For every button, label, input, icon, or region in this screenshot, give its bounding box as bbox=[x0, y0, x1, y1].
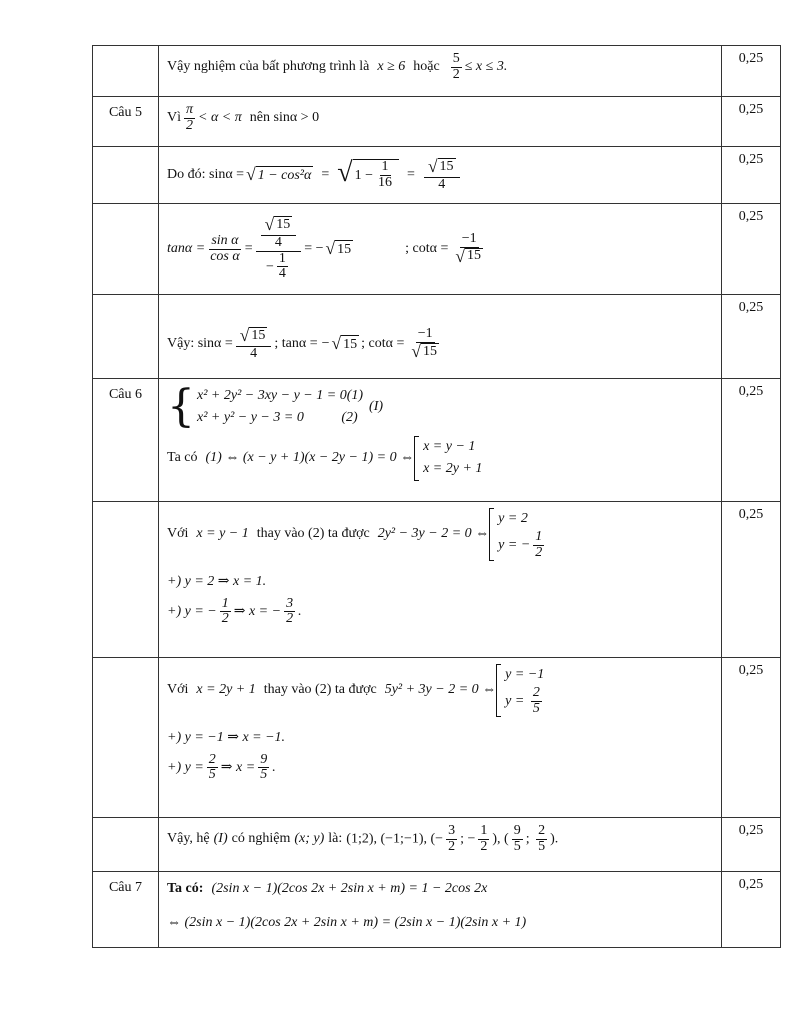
solution-line: Vậy: sinα = √ 15 4 ; tanα = − √ 15 ; cotα = −1 √ 15 bbox=[167, 327, 713, 361]
score-cell: 0,25 bbox=[722, 97, 781, 147]
math-fraction: √ 15 4 − $\frac{1}{4}$ bbox=[256, 216, 302, 282]
math-expr: ⇔ (2sin x − 1)(2cos 2x + 2sin x + m) = (2sin x − 1)(2sin x + 1) bbox=[167, 915, 527, 930]
math-expr: x = y − 1 bbox=[196, 526, 249, 542]
table-row bbox=[93, 147, 781, 204]
math-fraction: √ 15 4 bbox=[424, 158, 460, 192]
table-row bbox=[93, 204, 781, 295]
score-cell: 0,25 bbox=[722, 658, 781, 818]
math-expr: (1;2), (−1;−1), (− $\frac{3}{2}$ ; − $\frac{1}{2}$ ), ( $\frac{9}{5}$ ; $\frac{2}{5}$ ). bbox=[346, 823, 559, 854]
table-row bbox=[93, 295, 781, 379]
solution-line: Vì $\frac{\pi}{2}$ < α < π nên sinα > 0 bbox=[167, 102, 320, 133]
content-cell bbox=[159, 502, 722, 658]
math-expr: 5y² + 3y − 2 = 0 ⇔ bbox=[384, 682, 497, 698]
math-expr: tanα = bbox=[167, 241, 206, 256]
math-sqrt: √ 15 bbox=[325, 238, 352, 259]
question-cell bbox=[93, 46, 159, 97]
math-expr: < α < π bbox=[198, 110, 242, 126]
score-cell: 0,25 bbox=[722, 818, 781, 872]
solution-line: +) y = −1 ⇒ x = −1. bbox=[167, 730, 286, 746]
content-cell bbox=[159, 204, 722, 295]
answer-table bbox=[92, 45, 781, 948]
table-row bbox=[93, 658, 781, 818]
score-cell: 0,25 bbox=[722, 147, 781, 204]
math-fraction: $\frac{\text{sin α}}{\text{cos α}}$ bbox=[210, 232, 240, 264]
score-cell: 0,25 bbox=[722, 46, 781, 97]
math-fraction: $\frac{\pi}{2}$ bbox=[186, 102, 194, 133]
table-row bbox=[93, 379, 781, 502]
solution-line bbox=[167, 912, 713, 934]
math-fraction: $\frac{5}{2}$ bbox=[452, 51, 460, 82]
math-expr: (2sin x − 1)(2cos 2x + 2sin x + m) = 1 − 2cos 2x bbox=[211, 881, 488, 896]
content-cell bbox=[159, 658, 722, 818]
content-cell bbox=[159, 818, 722, 872]
content-cell bbox=[159, 147, 722, 204]
math-fraction: √ 15 4 bbox=[236, 327, 272, 361]
math-expr: (1) ⇔ (x − y + 1)(x − 2y − 1) = 0 ⇔ bbox=[205, 450, 415, 466]
solution-line: tanα = $\frac{\text{sin α}}{\text{cos α}}$ = √ 15 4 − $\frac{1}{4}$ = − √ 15 ; cotα = −1 √ 15 bbox=[167, 210, 713, 288]
content-cell bbox=[159, 872, 722, 948]
solution-line: Với x = y − 1 thay vào (2) ta được 2y² − 3y − 2 = 0 ⇔ y = 2 y = − $\frac{1}{2}$ bbox=[167, 508, 713, 561]
question-cell bbox=[93, 502, 159, 658]
table-row bbox=[93, 46, 781, 97]
solution-line: +) y = 2 ⇒ x = 1. bbox=[167, 574, 267, 590]
table-row bbox=[93, 872, 781, 948]
question-cell bbox=[93, 818, 159, 872]
math-expr: ≤ x ≤ 3. bbox=[464, 59, 508, 75]
score-cell: 0,25 bbox=[722, 379, 781, 502]
solution-line: Ta có: (2sin x − 1)(2cos 2x + 2sin x + m) = 1 − 2cos 2x bbox=[167, 881, 488, 896]
solution-line: Ta có (1) ⇔ (x − y + 1)(x − 2y − 1) = 0 ⇔ x = y − 1 x = 2y + 1 bbox=[167, 436, 713, 481]
table-row bbox=[93, 97, 781, 147]
content-cell bbox=[159, 97, 722, 147]
math-expr: 2y² − 3y − 2 = 0 ⇔ bbox=[377, 526, 490, 542]
solution-line: Vậy, hệ (I) có nghiệm (x; y) là: (1;2), (−1;−1), (− $\frac{3}{2}$ ; − $\frac{1}{2}$ ), ( $\frac{9}{5}$ ; $\frac{2}{5}$ ). bbox=[167, 823, 559, 854]
question-cell bbox=[93, 658, 159, 818]
question-cell bbox=[93, 204, 159, 295]
math-sqrt: √ 1 − $\frac{1}{16}$ bbox=[337, 159, 399, 190]
equation-system: { x² + 2y² − 3xy − y − 1 = 0(1) x² + y² − y − 3 = 0 (2) (I) bbox=[167, 381, 384, 433]
math-sqrt: √ 1 − cos²α bbox=[246, 164, 312, 185]
score-cell: 0,25 bbox=[722, 295, 781, 379]
math-sqrt: √ 15 bbox=[331, 333, 358, 354]
question-cell bbox=[93, 295, 159, 379]
question-cell: Câu 5 bbox=[93, 97, 159, 147]
solution-line: Do đó: sinα = √ 1 − cos²α = √ 1 − $\frac{1}{16}$ = √ 15 4 bbox=[167, 153, 713, 197]
question-cell: Câu 6 bbox=[93, 379, 159, 502]
score-cell: 0,25 bbox=[722, 204, 781, 295]
solution-line: +) y = $\frac{2}{5}$ ⇒ x = $\frac{9}{5}$ . bbox=[167, 751, 276, 783]
table-row bbox=[93, 502, 781, 658]
math-fraction: −1 √ 15 bbox=[455, 230, 481, 266]
content-cell bbox=[159, 46, 722, 97]
score-cell: 0,25 bbox=[722, 872, 781, 948]
solution-line: +) y = − $\frac{1}{2}$ ⇒ x = − $\frac{3}{2}$ . bbox=[167, 595, 302, 627]
score-cell: 0,25 bbox=[722, 502, 781, 658]
solution-line: Vậy nghiệm của bất phương trình là x ≥ 6 hoặc $\frac{5}{2}$ ≤ x ≤ 3. bbox=[167, 51, 508, 82]
math-fraction: −1 √ 15 bbox=[411, 326, 437, 361]
question-cell: Câu 7 bbox=[93, 872, 159, 948]
solution-line: Với x = 2y + 1 thay vào (2) ta được 5y² + 3y − 2 = 0 ⇔ y = −1 y = $\frac{2}{5}$ bbox=[167, 664, 713, 717]
content-cell bbox=[159, 295, 722, 379]
math-expr: x = 2y + 1 bbox=[196, 682, 256, 698]
table-row bbox=[93, 818, 781, 872]
content-cell bbox=[159, 379, 722, 502]
math-expr: x ≥ 6 bbox=[377, 59, 406, 75]
question-cell bbox=[93, 147, 159, 204]
